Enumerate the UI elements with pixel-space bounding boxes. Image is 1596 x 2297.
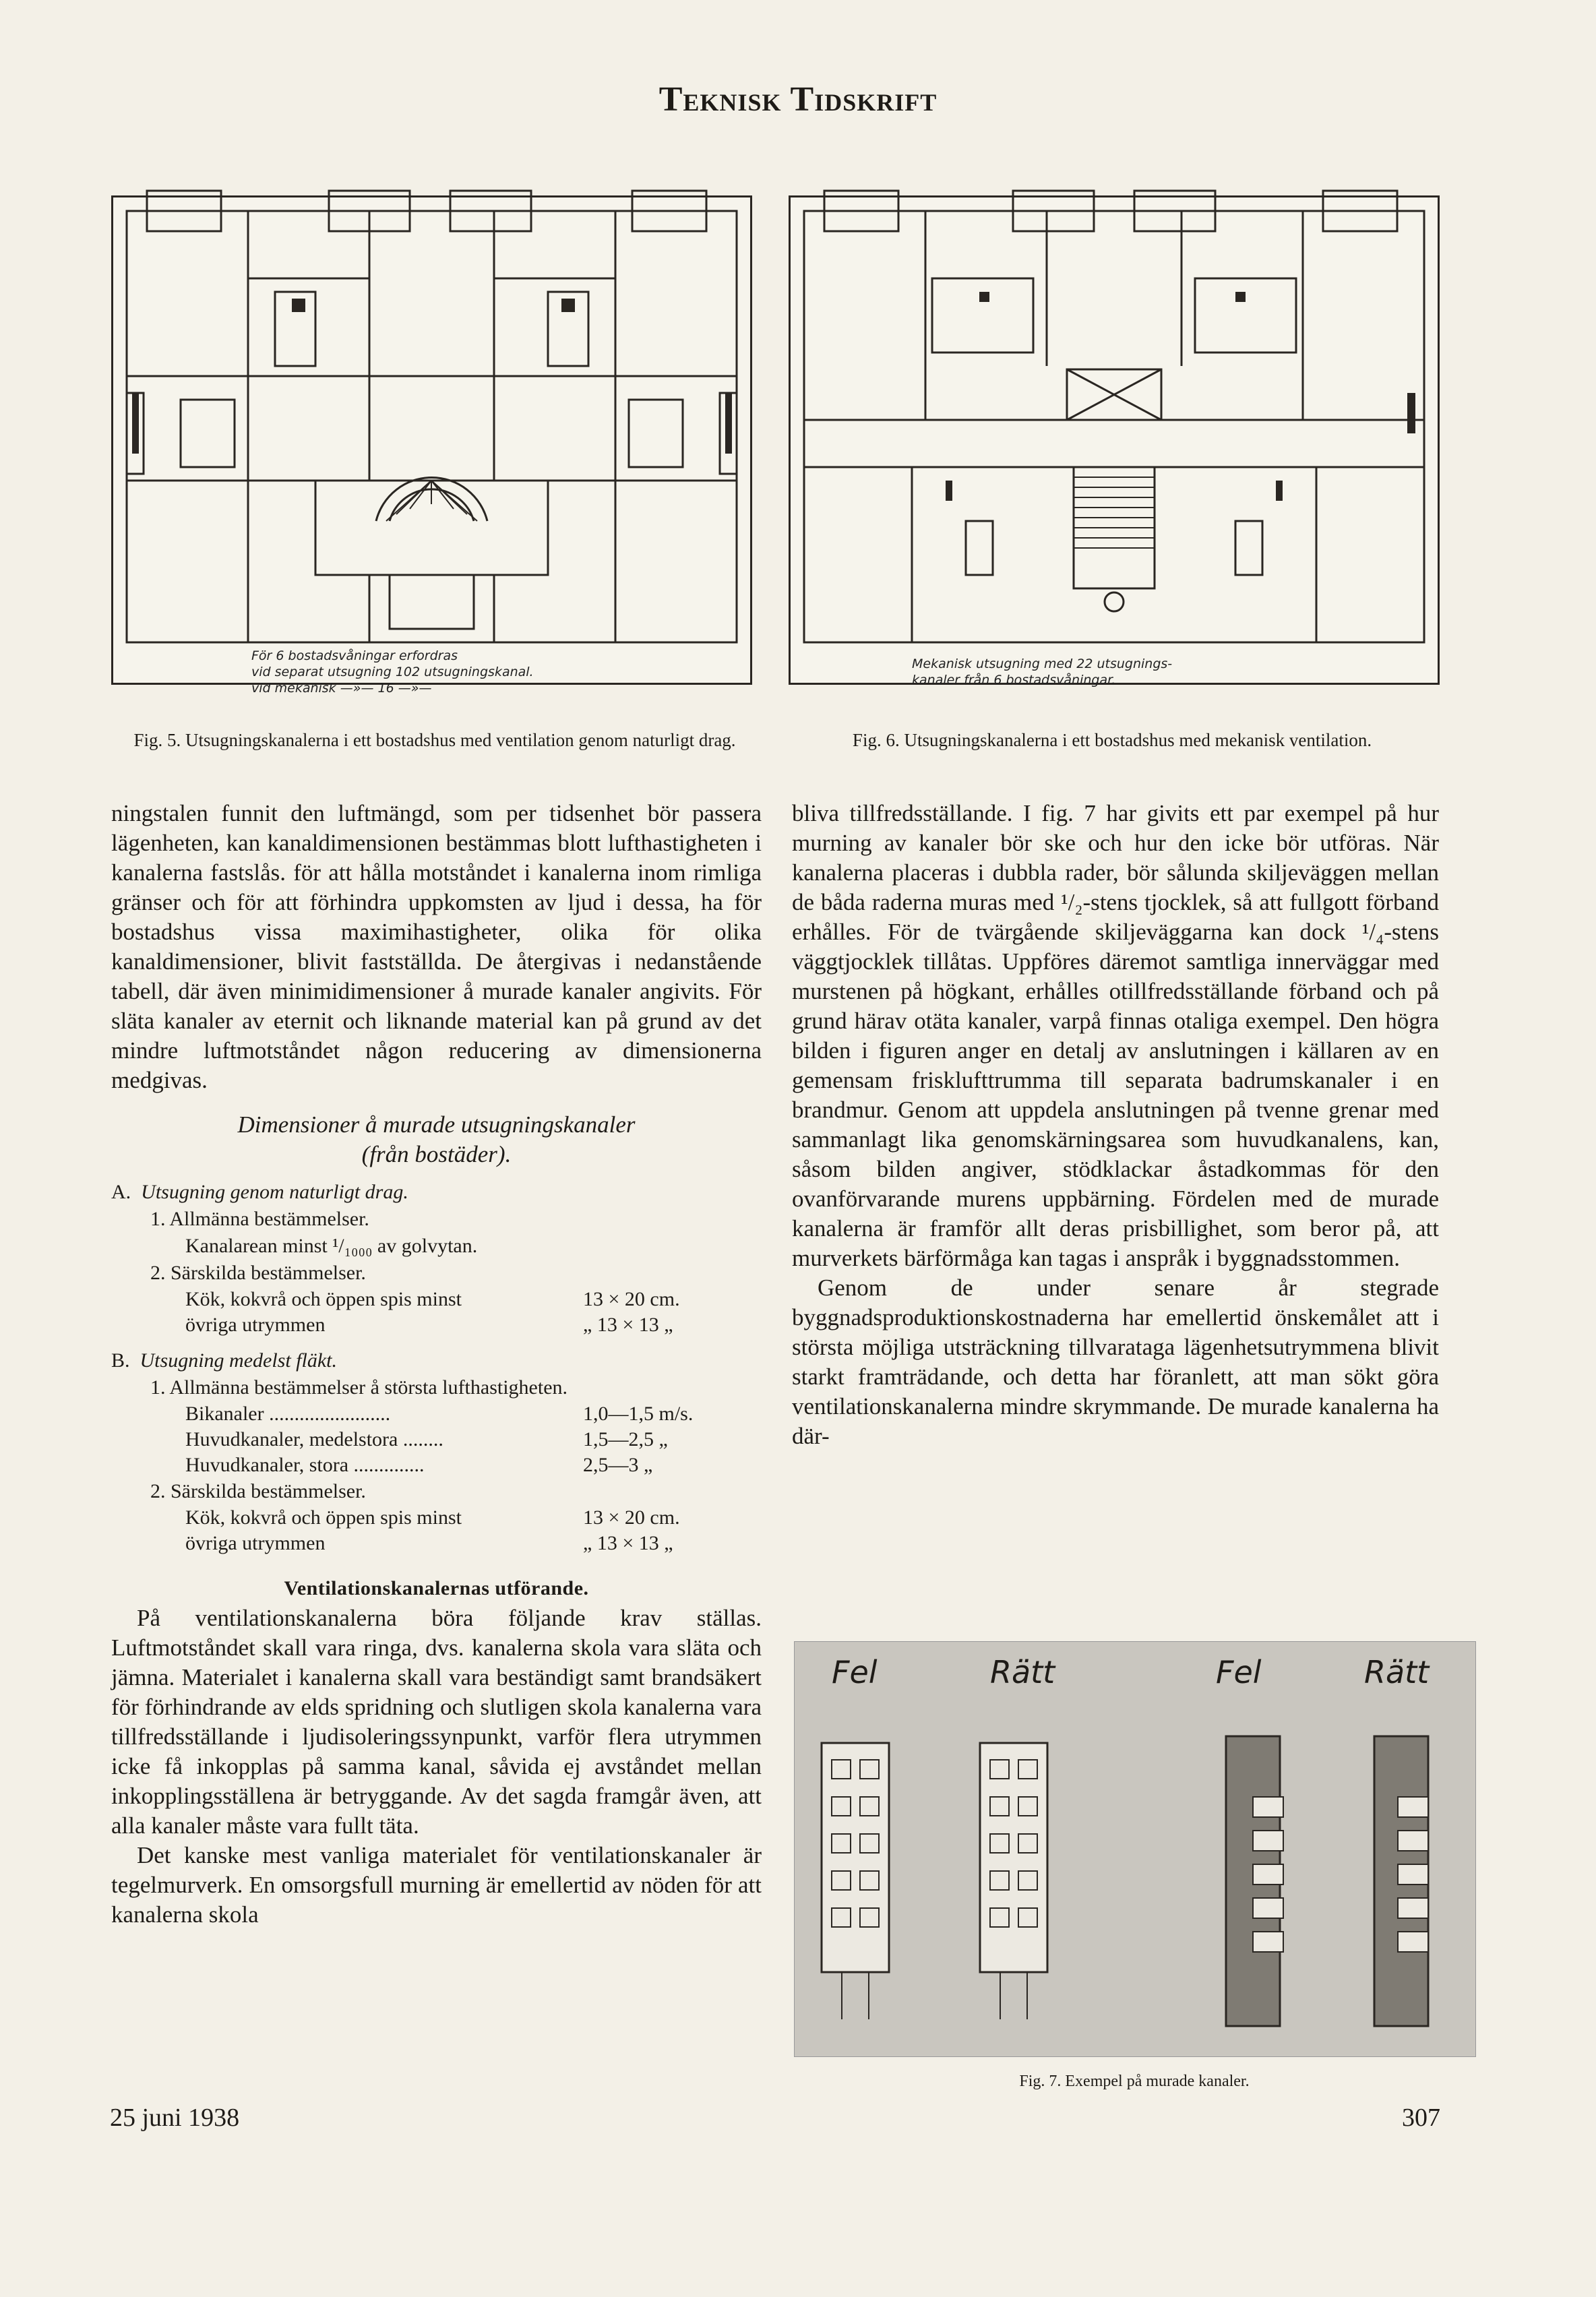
section-a (111, 1179, 762, 1338)
row-value: 13 × 20 cm. (583, 1288, 680, 1310)
issue-date: 25 juni 1938 (110, 2104, 240, 2132)
row-value: 2,5—3 „ (583, 1454, 653, 1476)
row-label: Huvudkanaler, stora .............. (185, 1454, 425, 1476)
table-row (111, 1312, 762, 1338)
fig6-caption: Fig. 6. Utsugningskanalerna i ett bostadshus med mekanisk ventilation. (852, 730, 1372, 750)
fig7-image (794, 1641, 1476, 2057)
section-b-label: B. (111, 1349, 130, 1372)
b2-heading: 2. Särskilda bestämmelser. (150, 1480, 366, 1502)
table-title: Dimensioner å murade utsugningskanaler (237, 1111, 636, 1138)
fig7-label-wrong-2: Fel (1216, 1654, 1262, 1690)
fig6-plan-drawing (791, 197, 1438, 683)
fig5-note: För 6 bostadsvåningar erfordras vid separat utsugning 102 utsugningskanal. vid mekanisk —»— 16 —»— (251, 648, 534, 696)
table-row (111, 1401, 762, 1427)
left-column (111, 799, 762, 1930)
row-label: Kök, kokvrå och öppen spis minst (185, 1288, 462, 1310)
fig7-label-right-2: Rätt (1364, 1654, 1430, 1690)
fig7-drawing (795, 1642, 1475, 2056)
a1-heading: 1. Allmänna bestämmelser. (150, 1208, 369, 1230)
row-label: övriga utrymmen (185, 1532, 326, 1554)
table-subtitle: (från bostäder). (361, 1141, 512, 1167)
row-label: övriga utrymmen (185, 1314, 326, 1336)
row-value: „ 13 × 13 „ (583, 1532, 673, 1554)
section-b (111, 1347, 762, 1556)
table-row (111, 1427, 762, 1452)
table-row (111, 1452, 762, 1478)
table-row (111, 1531, 762, 1556)
left-para-2: På ventilationskanalerna böra följande krav ställas. Luftmotståndet skall vara ringa, dvs. kanalerna skola vara släta och jämna. Materialet i kanalerna skall vara beständigt samt brandsäkert för förhindrande av elds spridning och slutligen skola kanalerna vara tillfredsställande i ljudisoleringssynpunkt, varför flera utrymmen icke få inkopplas på samma kanal, såvida ej avståndet mellan inkopplingsställena är betryggande. Av det sagda framgår även, att alla kanaler måste vara fullt täta. (111, 1605, 762, 1839)
section-b-heading: Utsugning medelst fläkt. (140, 1349, 337, 1372)
left-para-3: Det kanske mest vanliga materialet för ventilationskanaler är tegelmurverk. En omsorgsfull murning är emellertid av nöden för att kanalerna skola (111, 1842, 762, 1928)
section-a-heading: Utsugning genom naturligt drag. (141, 1181, 408, 1203)
row-value: 1,0—1,5 m/s. (583, 1403, 694, 1425)
table-row (111, 1287, 762, 1312)
right-para-2: Genom de under senare år stegrade byggnadsproduktionskostnaderna har emellertid önskemålet att i största möjliga utsträckning tillvaratagа lägenhetsutrymmena blivit starkt framträdande, och detta har föranlett, att man sökt göra ventilationskanalerna mindre skrymmande. De murade kanalerna ha där- (792, 1275, 1439, 1449)
row-label: Huvudkanaler, medelstora ........ (185, 1428, 443, 1450)
page-number: 307 (1402, 2104, 1440, 2132)
fig5-floor-plan (111, 195, 752, 696)
fig7-label-wrong-1: Fel (832, 1654, 878, 1690)
fig7-label-right-1: Rätt (990, 1654, 1055, 1690)
section-heading: Ventilationskanalernas utförande. (284, 1577, 589, 1599)
row-value: 13 × 20 cm. (583, 1506, 680, 1529)
fig6-note: Mekanisk utsugning med 22 utsugnings- kanaler från 6 bostadsvåningar. (912, 656, 1173, 687)
fig5-plan-drawing (113, 197, 750, 683)
fig7-caption: Fig. 7. Exempel på murade kanaler. (1019, 2073, 1250, 2090)
right-column (792, 799, 1439, 1451)
b1-heading: 1. Allmänna bestämmelser å största lufthastigheten. (150, 1376, 568, 1399)
a1-text: Kanalarean minst ¹/₁₀₀₀ av golvytan. (185, 1235, 478, 1257)
a2-heading: 2. Särskilda bestämmelser. (150, 1262, 366, 1284)
left-para-1: ningstalen funnit den luftmängd, som per tidsenhet bör passera lägenheten, kan kanaldimensionen bestämmas blott lufthastigheten i kanalerna fastslås. för att hålla motståndet i kanalerna inom rimliga gränser och för att förhindra uppkomsten av ljud i dessa, ha för bostadshus vissa maximihastigheter, olika för olika kanaldimensioner, blivit fastställda. De återgivas i nedanstående tabell, där även minimidimensioner å murade kanaler angivits. För släta kanaler av eternit och liknande material kan på grund av det mindre luftmotståndet någon reducering av dimensionerna medgivas. (111, 800, 762, 1093)
row-label: Bikanaler ........................ (185, 1403, 391, 1425)
row-value: „ 13 × 13 „ (583, 1314, 673, 1336)
row-label: Kök, kokvrå och öppen spis minst (185, 1506, 462, 1529)
row-value: 1,5—2,5 „ (583, 1428, 668, 1450)
fig6-floor-plan (789, 195, 1440, 685)
right-para-1: bliva tillfredsställande. I fig. 7 har givits ett par exempel på hur murning av kanaler bör ske och hur den icke bör utföras. När kanalerna placeras i dubbla rader, bör sålunda skiljeväggen mellan de båda raderna muras med ¹/₂-stens tjocklek, så att fullgott förband erhålles. För de tvärgående skiljeväggarna kan dock ¹/₄-stens väggtjocklek tillåtas. Uppföres däremot samtliga innerväggar med murstenen på högkant, erhålles otillfredsställande förband och på grund härav otäta kanaler, varpå finnas otaliga exempel. Den högra bilden i figuren anger en detalj av anslutningen i källaren av en gemensam frisklufttrumma till separata badrumskanaler i en brandmur. Genom att uppdela anslutningen på tvenne grenar med sammanlagt lika genomskärningsarea som huvudkanalens, kan, såsom bilden angiver, stödklackar åstadkommas för den ovanförvarande murens uppbärning. Fördelen med de murade kanalerna är framför allt deras prisbillighet, som beror på, att murverkets bärförmåga kan tagas i anspråk i byggnadsstommen. (792, 800, 1439, 1271)
journal-masthead: Teknisk Tidskrift (658, 80, 938, 119)
section-a-label: A. (111, 1181, 131, 1203)
fig5-caption: Fig. 5. Utsugningskanalerna i ett bostadshus med ventilation genom naturligt drag. (133, 730, 736, 750)
table-row (111, 1505, 762, 1531)
